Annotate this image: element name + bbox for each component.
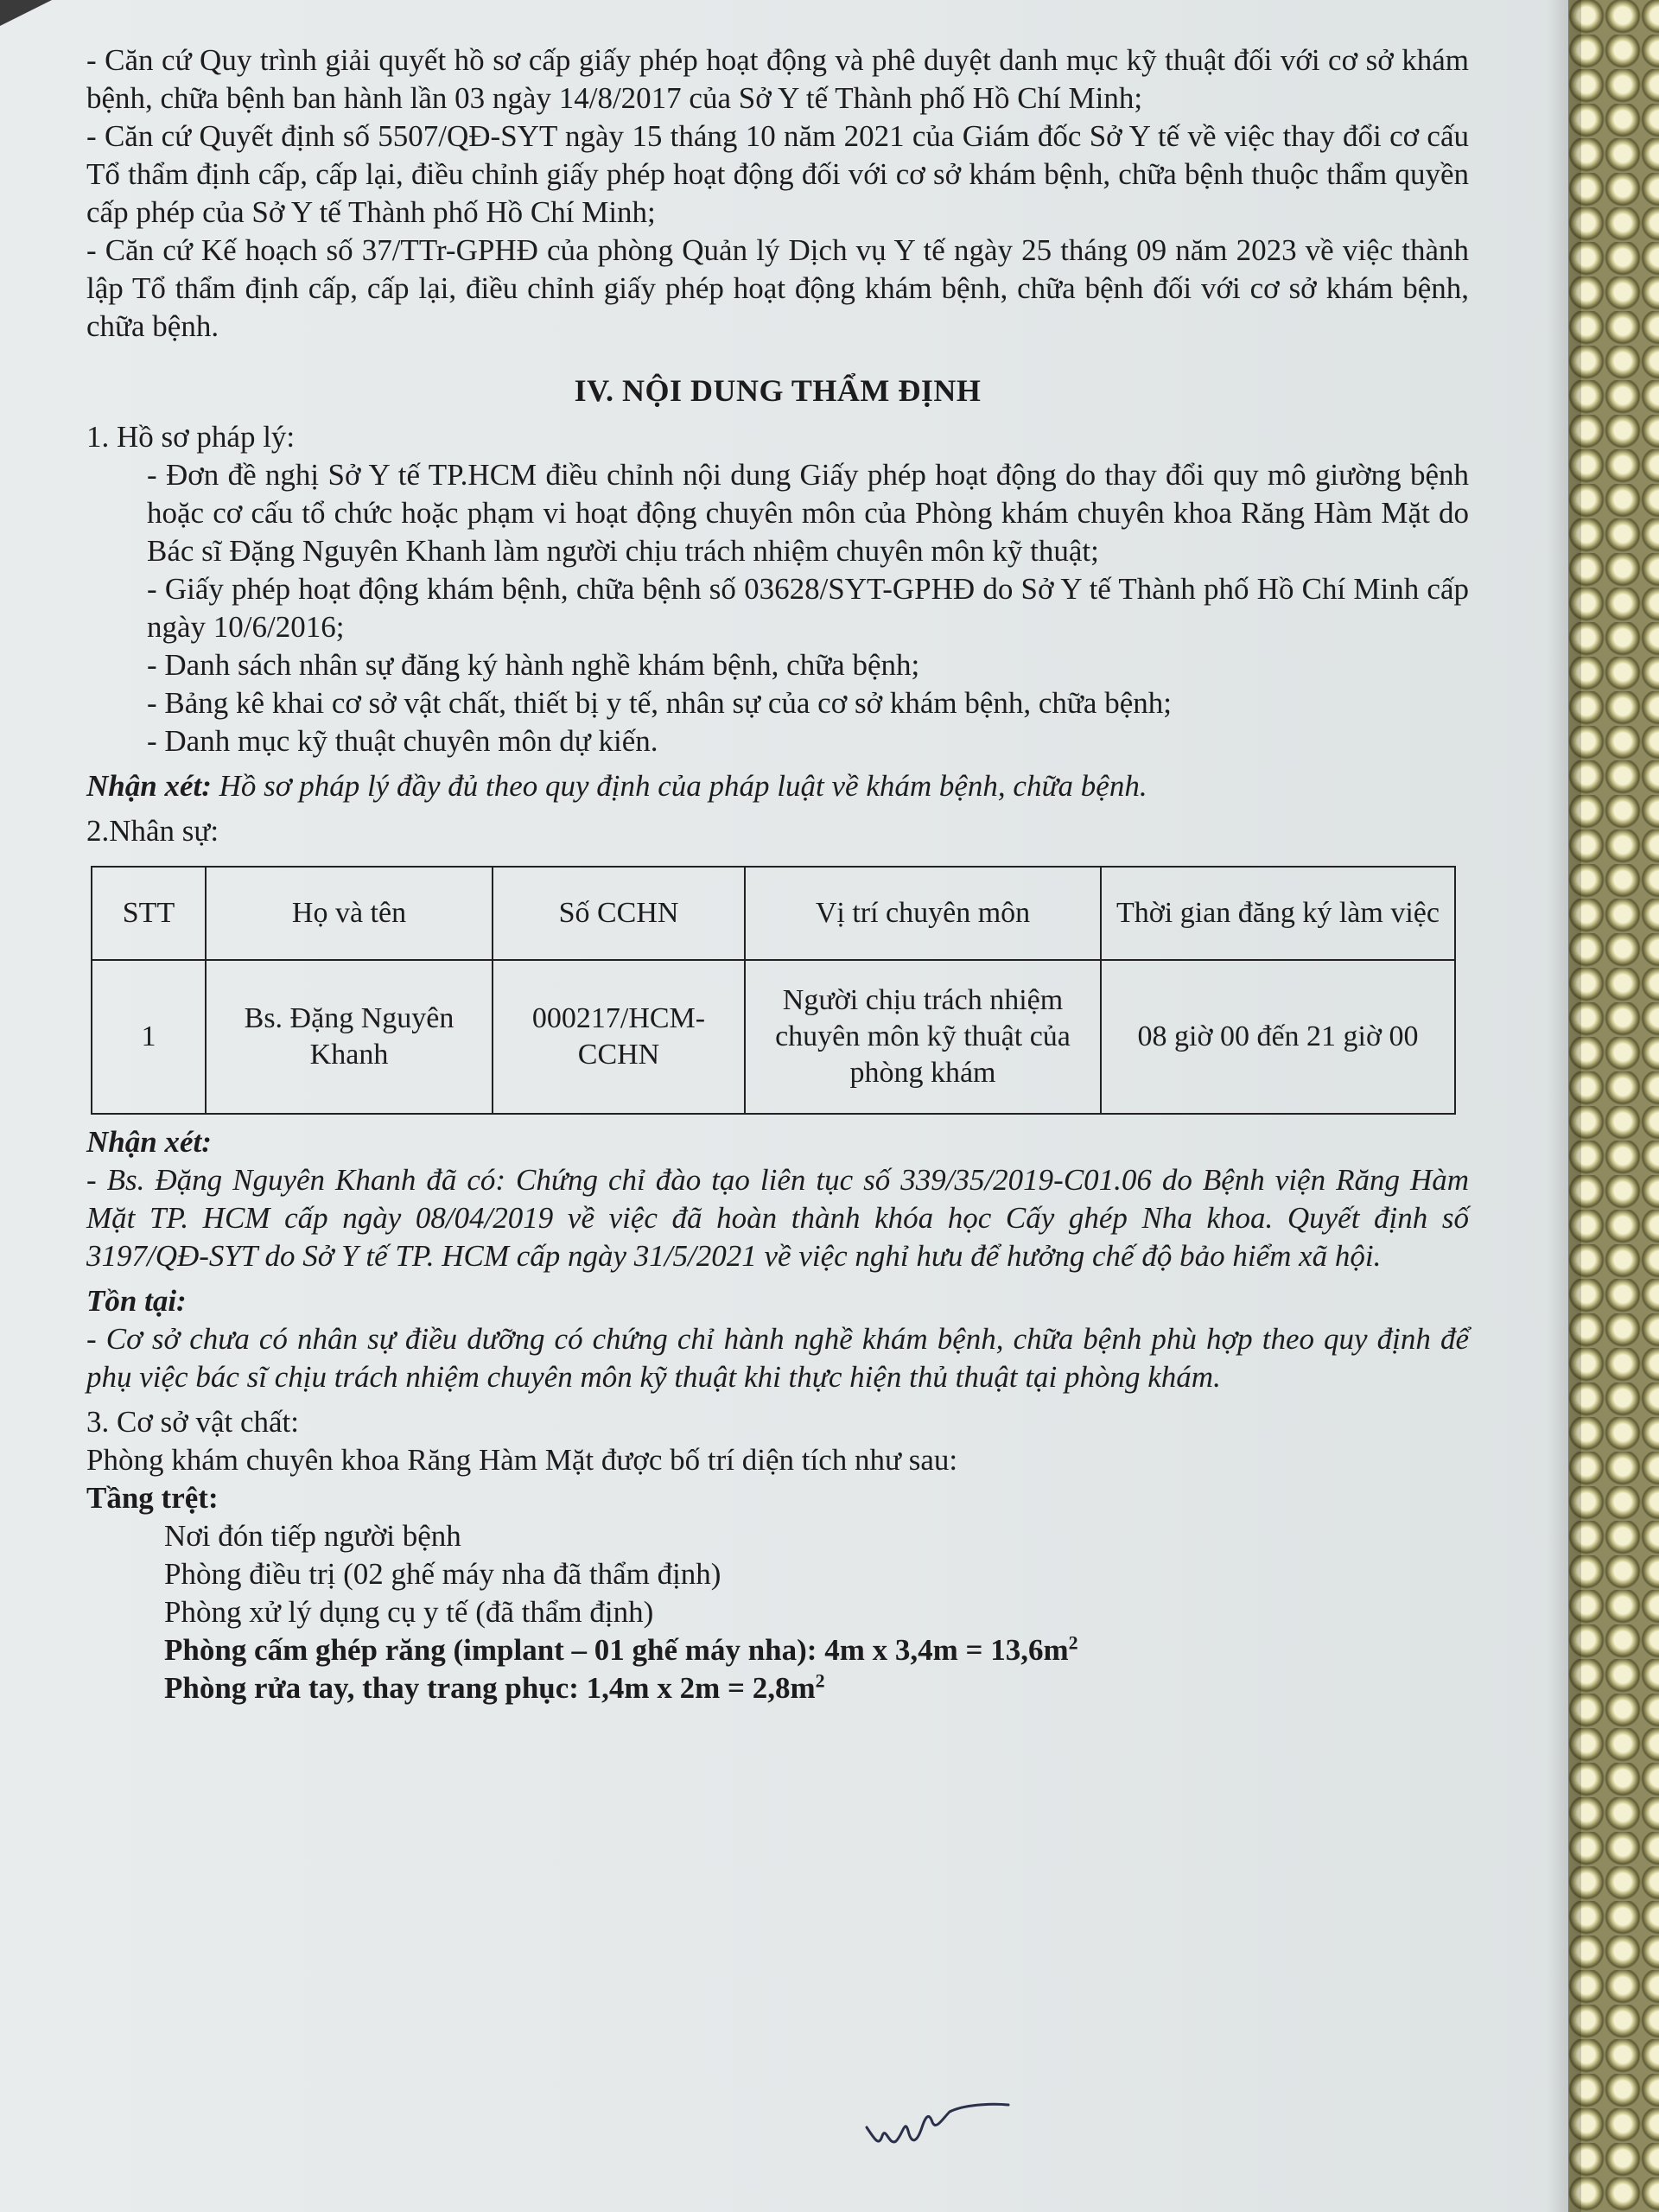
room-washing-text: Phòng rửa tay, thay trang phục: 1,4m x 2m = 2,8m: [164, 1671, 816, 1705]
col-header-position: Vị trí chuyên môn: [745, 867, 1101, 960]
background-surface: [1568, 0, 1659, 2212]
table-header-row: [92, 867, 1455, 960]
cell-position: Người chịu trách nhiệm chuyên môn kỹ thuật của phòng khám: [745, 960, 1101, 1114]
legal-item-3: - Danh sách nhân sự đăng ký hành nghề khám bệnh, chữa bệnh;: [147, 648, 920, 682]
col-header-name: Họ và tên: [206, 867, 493, 960]
staff-remark-text: - Bs. Đặng Nguyên Khanh đã có: Chứng chỉ đào tạo liên tục số 339/35/2019-C01.06 do Bệnh viện Răng Hàm Mặt TP. HCM cấp ngày 08/04/2019 về việc đã hoàn thành khóa học Cấy ghép Nha khoa. Quyết định số 3197/QĐ-SYT do Sở Y tế TP. HCM cấp ngày 31/5/2021 về việc nghỉ hưu để hưởng chế độ bảo hiểm xã hội.: [86, 1163, 1469, 1273]
legal-item-4: - Bảng kê khai cơ sở vật chất, thiết bị y tế, nhân sự của cơ sở khám bệnh, chữa bệnh;: [147, 686, 1172, 720]
legal-remark-text: Hồ sơ pháp lý đầy đủ theo quy định của pháp luật về khám bệnh, chữa bệnh.: [211, 769, 1147, 803]
page-edge-shadow: [1547, 0, 1581, 2212]
staff-remark-label: Nhận xét:: [86, 1125, 212, 1159]
col-header-license: Số CCHN: [493, 867, 745, 960]
room-treatment: Phòng điều trị (02 ghế máy nha đã thẩm định): [164, 1557, 721, 1591]
room-implant-text: Phòng cấm ghép răng (implant – 01 ghế máy nha): 4m x 3,4m = 13,6m: [164, 1633, 1069, 1667]
facility-intro: Phòng khám chuyên khoa Răng Hàm Mặt được bố trí diện tích như sau:: [86, 1443, 958, 1477]
document-content: [86, 41, 1469, 1707]
staff-table: [91, 866, 1456, 1115]
signature-initials: [860, 2093, 1015, 2171]
facility-heading: 3. Cơ sở vật chất:: [86, 1405, 300, 1439]
cell-license: 000217/HCM-CCHN: [493, 960, 745, 1114]
room-reception: Nơi đón tiếp người bệnh: [164, 1519, 461, 1553]
col-header-working-time: Thời gian đăng ký làm việc: [1101, 867, 1455, 960]
staff-heading: 2.Nhân sự:: [86, 814, 219, 848]
legal-heading: 1. Hồ sơ pháp lý:: [86, 420, 296, 454]
staff-issue-label: Tồn tại:: [86, 1284, 187, 1318]
cell-stt: 1: [92, 960, 206, 1114]
intro-paragraph-1: - Căn cứ Quy trình giải quyết hồ sơ cấp giấy phép hoạt động và phê duyệt danh mục kỹ thuật đối với cơ sở khám bệnh, chữa bệnh ban hành lần 03 ngày 14/8/2017 của Sở Y tế Thành phố Hồ Chí Minh;: [86, 43, 1469, 115]
area-unit-superscript: 2: [815, 1669, 825, 1692]
legal-remark-label: Nhận xét:: [86, 769, 212, 803]
legal-item-1: - Đơn đề nghị Sở Y tế TP.HCM điều chỉnh nội dung Giấy phép hoạt động do thay đổi quy mô giường bệnh hoặc cơ cấu tổ chức hoặc phạm vi hoạt động chuyên môn của Phòng khám chuyên khoa Răng Hàm Mặt do Bác sĩ Đặng Nguyên Khanh làm người chịu trách nhiệm chuyên môn kỹ thuật;: [147, 458, 1469, 568]
area-unit-superscript: 2: [1068, 1631, 1078, 1654]
legal-remark: [86, 767, 1469, 805]
legal-item-2: - Giấy phép hoạt động khám bệnh, chữa bệnh số 03628/SYT-GPHĐ do Sở Y tế Thành phố Hồ Chí Minh cấp ngày 10/6/2016;: [147, 572, 1469, 644]
cell-working-time: 08 giờ 00 đến 21 giờ 00: [1101, 960, 1455, 1114]
cell-name: Bs. Đặng Nguyên Khanh: [206, 960, 493, 1114]
staff-issue-text: - Cơ sở chưa có nhân sự điều dưỡng có chứng chỉ hành nghề khám bệnh, chữa bệnh phù hợp theo quy định để phụ việc bác sĩ chịu trách nhiệm chuyên môn kỹ thuật khi thực hiện thủ thuật tại phòng khám.: [86, 1322, 1469, 1394]
room-sterilization: Phòng xử lý dụng cụ y tế (đã thẩm định): [164, 1595, 654, 1629]
room-washing: [86, 1669, 1469, 1707]
col-header-stt: STT: [92, 867, 206, 960]
legal-item-5: - Danh mục kỹ thuật chuyên môn dự kiến.: [147, 724, 658, 758]
section-title: IV. NỘI DUNG THẨM ĐỊNH: [574, 373, 982, 408]
intro-paragraph-3: - Căn cứ Kế hoạch số 37/TTr-GPHĐ của phòng Quản lý Dịch vụ Y tế ngày 25 tháng 09 năm 2023 về việc thành lập Tổ thẩm định cấp, cấp lại, điều chỉnh giấy phép hoạt động khám bệnh, chữa bệnh đối với cơ sở khám bệnh, chữa bệnh.: [86, 233, 1469, 343]
page-corner: [0, 0, 52, 26]
table-row: [92, 960, 1455, 1114]
room-implant: [86, 1631, 1469, 1669]
intro-paragraph-2: - Căn cứ Quyết định số 5507/QĐ-SYT ngày 15 tháng 10 năm 2021 của Giám đốc Sở Y tế về việc thay đổi cơ cấu Tổ thẩm định cấp, cấp lại, điều chỉnh giấy phép hoạt động đối với cơ sở khám bệnh, chữa bệnh thuộc thẩm quyền cấp phép của Sở Y tế Thành phố Hồ Chí Minh;: [86, 119, 1469, 229]
floor-label: Tầng trệt:: [86, 1481, 219, 1515]
